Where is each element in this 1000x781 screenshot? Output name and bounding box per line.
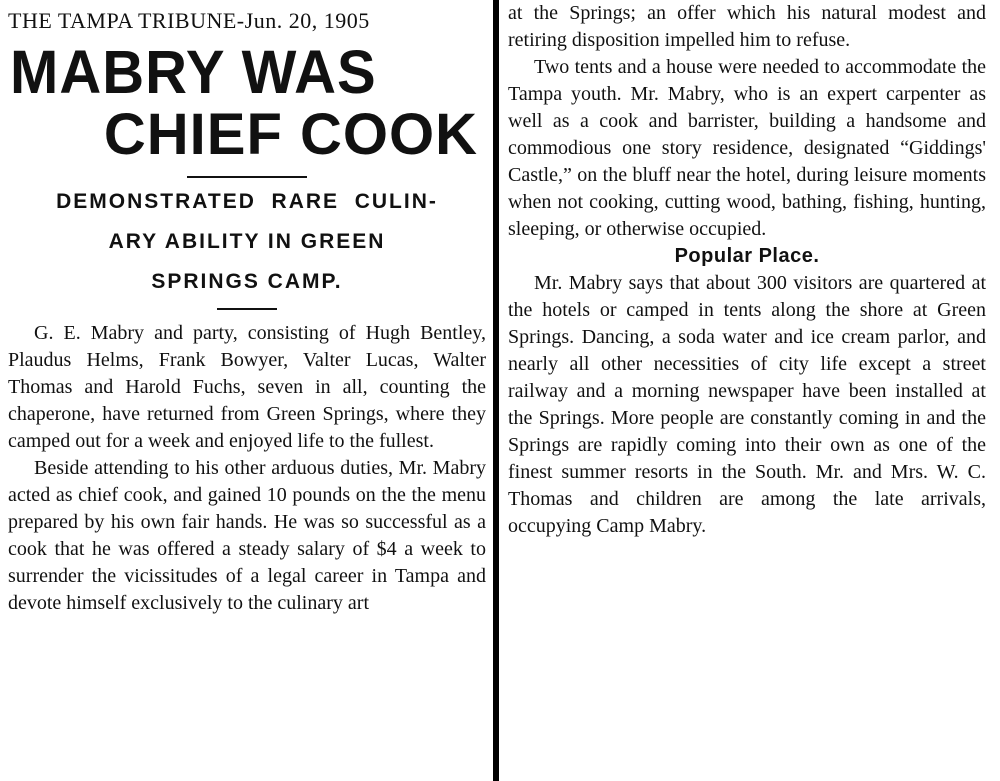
column-rule <box>493 0 499 781</box>
left-paragraph-2: Beside attending to his other arduous duties, Mr. Mabry acted as chief cook, and gained 10 pounds on the the menu prepared by his own fair hands. He was so successful as a cook that he was offered a steady salary of $4 a week to surrender the vicissitudes of a legal career in Tampa and devote himself exclusively to the culinary art <box>8 457 486 614</box>
left-paragraph-1: G. E. Mabry and party, consisting of Hugh Bentley, Plaudus Helms, Frank Bowyer, Valter Lucas, Walter Thomas and Harold Fuchs, seven in all, counting the chaperone, have returned from Green Springs, where they camped out for a week and enjoyed life to the fullest. <box>8 322 486 452</box>
left-column <box>8 8 486 617</box>
deck-line-2: ARY ABILITY IN GREEN <box>108 230 386 253</box>
headline-line-2: CHIEF COOK <box>103 102 478 167</box>
deck <box>8 182 486 302</box>
deck-divider <box>217 308 277 310</box>
right-column <box>508 0 986 540</box>
subhead-popular-place: Popular Place. <box>674 245 820 267</box>
left-body <box>8 320 486 617</box>
headline-divider <box>187 176 307 178</box>
headline-line-1: MABRY WAS <box>10 38 377 107</box>
masthead: THE TAMPA TRIBUNE-Jun. 20, 1905 <box>8 8 370 33</box>
right-paragraph-3: Mr. Mabry says that about 300 visitors are quartered at the hotels or camped in tents along the shore at Green Springs. Dancing, a soda water and ice cream parlor, and nearly all other necessities of city life except a street railway and a morning newspaper have been installed at the Springs. More people are constantly coming in and the Springs are rapidly coming into their own as one of the finest summer resorts in the South. Mr. and Mrs. W. C. Thomas and children are among the late arrivals, occupying Camp Mabry. <box>508 272 986 537</box>
right-paragraph-1: at the Springs; an offer which his natural modest and retiring disposition impelled him to refuse. <box>508 2 986 51</box>
deck-line-1: DEMONSTRATED RARE CULIN- <box>56 190 438 213</box>
right-body <box>508 0 986 540</box>
right-paragraph-2: Two tents and a house were needed to accommodate the Tampa youth. Mr. Mabry, who is an expert carpenter as well as a cook and barrister, building a handsome and commodious one story residence, designated “Giddings' Castle,” on the bluff near the hotel, during leisure moments when not cooking, cutting wood, bathing, fishing, hunting, sleeping, or otherwise occupied. <box>508 56 986 240</box>
deck-line-3: SPRINGS CAMP. <box>151 270 343 293</box>
